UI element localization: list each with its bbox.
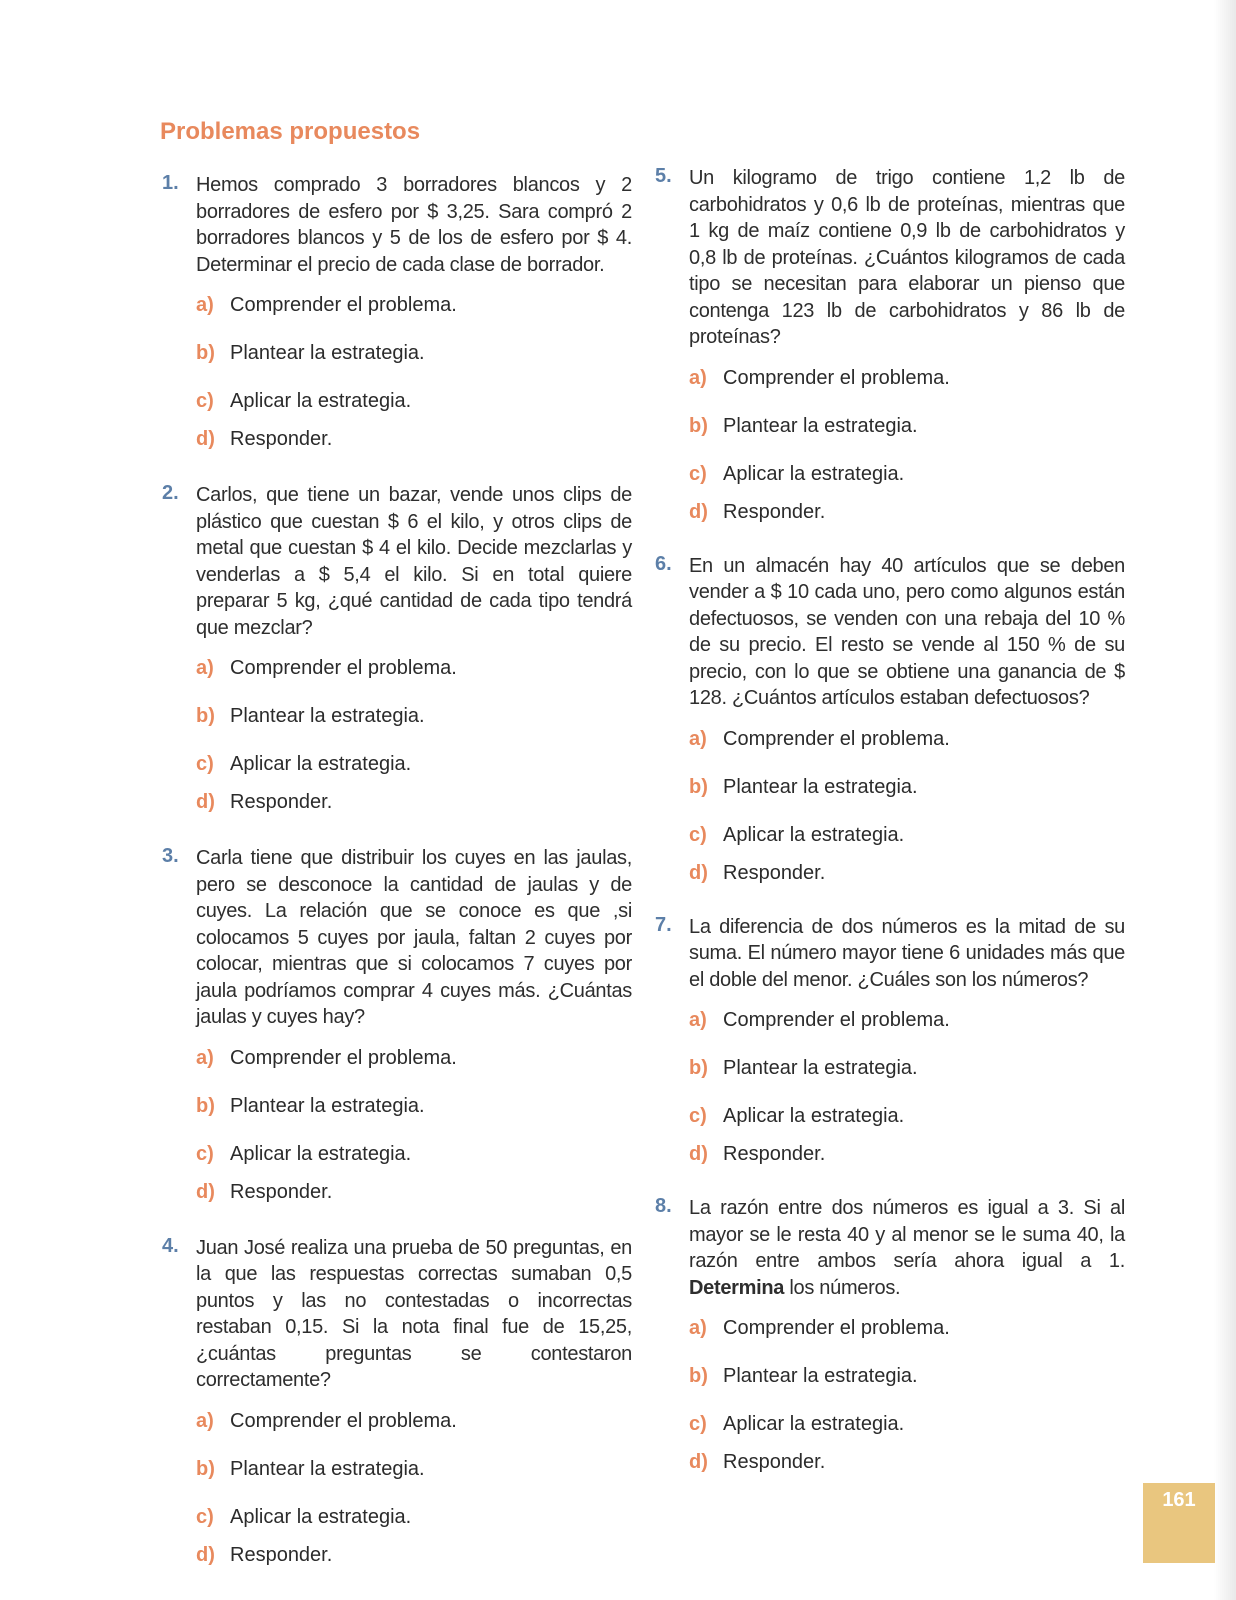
problem-number: 4.	[162, 1234, 179, 1257]
step-text: Responder.	[723, 1451, 826, 1473]
step-text: Comprender el problema.	[230, 1409, 457, 1432]
problem-number: 2.	[162, 482, 179, 504]
step-letter: d)	[689, 500, 708, 523]
step-text: Plantear la estrategia.	[230, 1094, 425, 1117]
problem-text: La diferencia de dos números es la mitad de su suma. El número mayor tiene 6 unidades más que el doble del menor. ¿Cuáles son los números?	[689, 915, 1125, 991]
problem-text	[689, 1195, 1125, 1301]
step-letter: b)	[196, 705, 215, 727]
step-a	[689, 1315, 1125, 1341]
problem-steps	[196, 655, 632, 815]
problem-text-bold: Determina	[689, 1276, 785, 1299]
step-b	[689, 774, 1125, 800]
problem-steps	[689, 1007, 1125, 1167]
step-c	[196, 1141, 632, 1167]
page-number: 161	[1143, 1483, 1215, 1563]
step-text: Comprender el problema.	[230, 294, 457, 316]
step-text: Plantear la estrategia.	[230, 342, 425, 364]
step-text: Aplicar la estrategia.	[723, 1413, 905, 1435]
step-letter: a)	[689, 366, 707, 389]
step-a	[689, 1007, 1125, 1033]
step-c	[196, 751, 632, 777]
step-text: Plantear la estrategia.	[723, 775, 918, 798]
step-text: Aplicar la estrategia.	[230, 1505, 412, 1528]
left-column	[162, 172, 632, 1568]
step-letter: d)	[196, 428, 215, 450]
problem-number: 1.	[162, 172, 179, 194]
step-letter: d)	[196, 1543, 215, 1566]
problem-4	[162, 1235, 632, 1568]
step-letter: a)	[689, 727, 707, 750]
step-text: Responder.	[230, 791, 333, 813]
step-letter: b)	[689, 1365, 708, 1387]
step-a	[689, 726, 1125, 752]
step-letter: c)	[196, 753, 214, 775]
problem-steps	[689, 365, 1125, 525]
problem-number: 6.	[655, 552, 672, 575]
step-text: Comprender el problema.	[723, 1009, 950, 1031]
problem-text-part: La razón entre dos números es igual a 3. Si al mayor se le resta 40 y al menor se le suma 40, la razón entre ambos sería ahora igual a 1.	[689, 1197, 1125, 1272]
step-text: Aplicar la estrategia.	[230, 753, 412, 775]
step-c	[196, 1504, 632, 1530]
problem-text: Carlos, que tiene un bazar, vende unos clips de plástico que cuestan $ 6 el kilo, y otros clips de metal que cuestan $ 4 el kilo. Decide mezclarlas y venderlas a $ 5,4 el kilo. Si en total quiere preparar 5 kg, ¿qué cantidad de cada tipo tendrá que mezclar?	[196, 484, 632, 639]
problem-number: 5.	[655, 165, 672, 187]
step-a	[689, 365, 1125, 391]
step-d	[689, 499, 1125, 525]
problem-1	[162, 172, 632, 452]
step-letter: c)	[196, 1505, 214, 1528]
problem-steps	[196, 1045, 632, 1205]
step-c	[689, 1411, 1125, 1437]
problem-text: En un almacén hay 40 artículos que se deben vender a $ 10 cada uno, pero como algunos están defectuosos, se venden con una rebaja del 10 % de su precio. El resto se vende al 150 % de su precio, con lo que se obtiene una ganancia de $ 128. ¿Cuántos artículos estaban defectuosos?	[689, 554, 1125, 709]
step-b	[196, 340, 632, 366]
step-b	[196, 1456, 632, 1482]
step-b	[689, 1363, 1125, 1389]
step-a	[196, 292, 632, 318]
step-letter: d)	[689, 1143, 708, 1165]
step-text: Plantear la estrategia.	[230, 705, 425, 727]
problem-steps	[689, 726, 1125, 886]
step-text: Aplicar la estrategia.	[723, 462, 905, 485]
step-text: Plantear la estrategia.	[723, 1365, 918, 1387]
step-d	[196, 1542, 632, 1568]
step-text: Aplicar la estrategia.	[230, 390, 412, 412]
step-letter: a)	[689, 1317, 707, 1339]
step-text: Plantear la estrategia.	[723, 1057, 918, 1079]
section-title: Problemas propuestos	[160, 118, 421, 145]
step-letter: a)	[196, 657, 214, 679]
step-text: Plantear la estrategia.	[230, 1457, 425, 1480]
step-letter: c)	[689, 462, 707, 485]
problem-2	[162, 482, 632, 815]
step-d	[689, 1141, 1125, 1167]
problem-text: Hemos comprado 3 borradores blancos y 2 borradores de esfero por $ 3,25. Sara compró 2 borradores blancos y 5 de los de esfero por $ 4. Determinar el precio de cada clase de borrador.	[196, 174, 632, 276]
step-text: Comprender el problema.	[230, 1046, 457, 1069]
step-d	[196, 789, 632, 815]
step-a	[196, 655, 632, 681]
problem-3	[162, 845, 632, 1205]
step-text: Aplicar la estrategia.	[230, 1142, 412, 1165]
problem-number: 3.	[162, 845, 179, 867]
step-letter: d)	[689, 861, 708, 884]
step-text: Responder.	[230, 428, 333, 450]
step-letter: c)	[689, 1413, 707, 1435]
step-letter: b)	[196, 1457, 215, 1480]
page-edge-shadow	[1214, 0, 1236, 1600]
step-text: Responder.	[230, 1543, 333, 1566]
step-text: Responder.	[230, 1180, 333, 1203]
problem-text: Carla tiene que distribuir los cuyes en las jaulas, pero se desconoce la cantidad de jaulas y de cuyes. La relación que se conoce es que ,si colocamos 5 cuyes por jaula, faltan 2 cuyes por colocar, mientras que si colocamos 7 cuyes por jaula podríamos comprar 4 cuyes más. ¿Cuántas jaulas y cuyes hay?	[196, 847, 632, 1028]
step-letter: b)	[689, 1057, 708, 1079]
step-c	[689, 822, 1125, 848]
step-b	[196, 1093, 632, 1119]
step-c	[689, 1103, 1125, 1129]
step-text: Comprender el problema.	[230, 657, 457, 679]
step-d	[196, 1179, 632, 1205]
step-letter: b)	[689, 414, 708, 437]
problem-steps	[196, 292, 632, 452]
problem-5	[655, 165, 1125, 525]
step-text: Aplicar la estrategia.	[723, 1105, 905, 1127]
step-text: Comprender el problema.	[723, 727, 950, 750]
step-text: Responder.	[723, 500, 826, 523]
step-letter: c)	[196, 390, 214, 412]
step-a	[196, 1045, 632, 1071]
step-letter: b)	[196, 342, 215, 364]
step-d	[689, 1449, 1125, 1475]
problem-text: Un kilogramo de trigo contiene 1,2 lb de carbohidratos y 0,6 lb de proteínas, mientras que 1 kg de maíz contiene 0,9 lb de carbohidratos y 0,8 lb de proteínas. ¿Cuántos kilogramos de cada tipo se necesitan para elaborar un pienso que contenga 123 lb de carbohidratos y 86 lb de proteínas?	[689, 167, 1125, 348]
step-letter: c)	[689, 1105, 707, 1127]
problem-text-part: los números.	[784, 1276, 901, 1299]
problem-text: Juan José realiza una prueba de 50 preguntas, en la que las respuestas correctas sumaban 0,5 puntos y las no contestadas o incorrectas restaban 0,15. Si la nota final fue de 15,25, ¿cuántas preguntas se contestaron correctamente?	[196, 1236, 632, 1391]
problem-steps	[196, 1408, 632, 1568]
problem-number: 8.	[655, 1195, 672, 1217]
step-letter: d)	[196, 1180, 215, 1203]
step-text: Plantear la estrategia.	[723, 414, 918, 437]
problem-7	[655, 914, 1125, 1168]
step-text: Comprender el problema.	[723, 366, 950, 389]
step-letter: a)	[196, 1046, 214, 1069]
step-b	[689, 413, 1125, 439]
step-letter: c)	[689, 823, 707, 846]
step-letter: c)	[196, 1142, 214, 1165]
problem-number: 7.	[655, 913, 672, 936]
problem-6	[655, 553, 1125, 886]
step-text: Aplicar la estrategia.	[723, 823, 905, 846]
step-letter: d)	[196, 791, 215, 813]
step-letter: b)	[689, 775, 708, 798]
step-letter: d)	[689, 1451, 708, 1473]
step-d	[689, 860, 1125, 886]
problem-steps	[689, 1315, 1125, 1475]
step-letter: a)	[196, 294, 214, 316]
step-text: Responder.	[723, 1143, 826, 1165]
step-text: Comprender el problema.	[723, 1317, 950, 1339]
step-b	[196, 703, 632, 729]
step-text: Responder.	[723, 861, 826, 884]
step-c	[196, 388, 632, 414]
step-b	[689, 1055, 1125, 1081]
step-a	[196, 1408, 632, 1434]
step-letter: b)	[196, 1094, 215, 1117]
step-letter: a)	[196, 1409, 214, 1432]
step-letter: a)	[689, 1009, 707, 1031]
step-d	[196, 426, 632, 452]
step-c	[689, 461, 1125, 487]
right-column	[655, 165, 1125, 1475]
problem-8	[655, 1195, 1125, 1475]
